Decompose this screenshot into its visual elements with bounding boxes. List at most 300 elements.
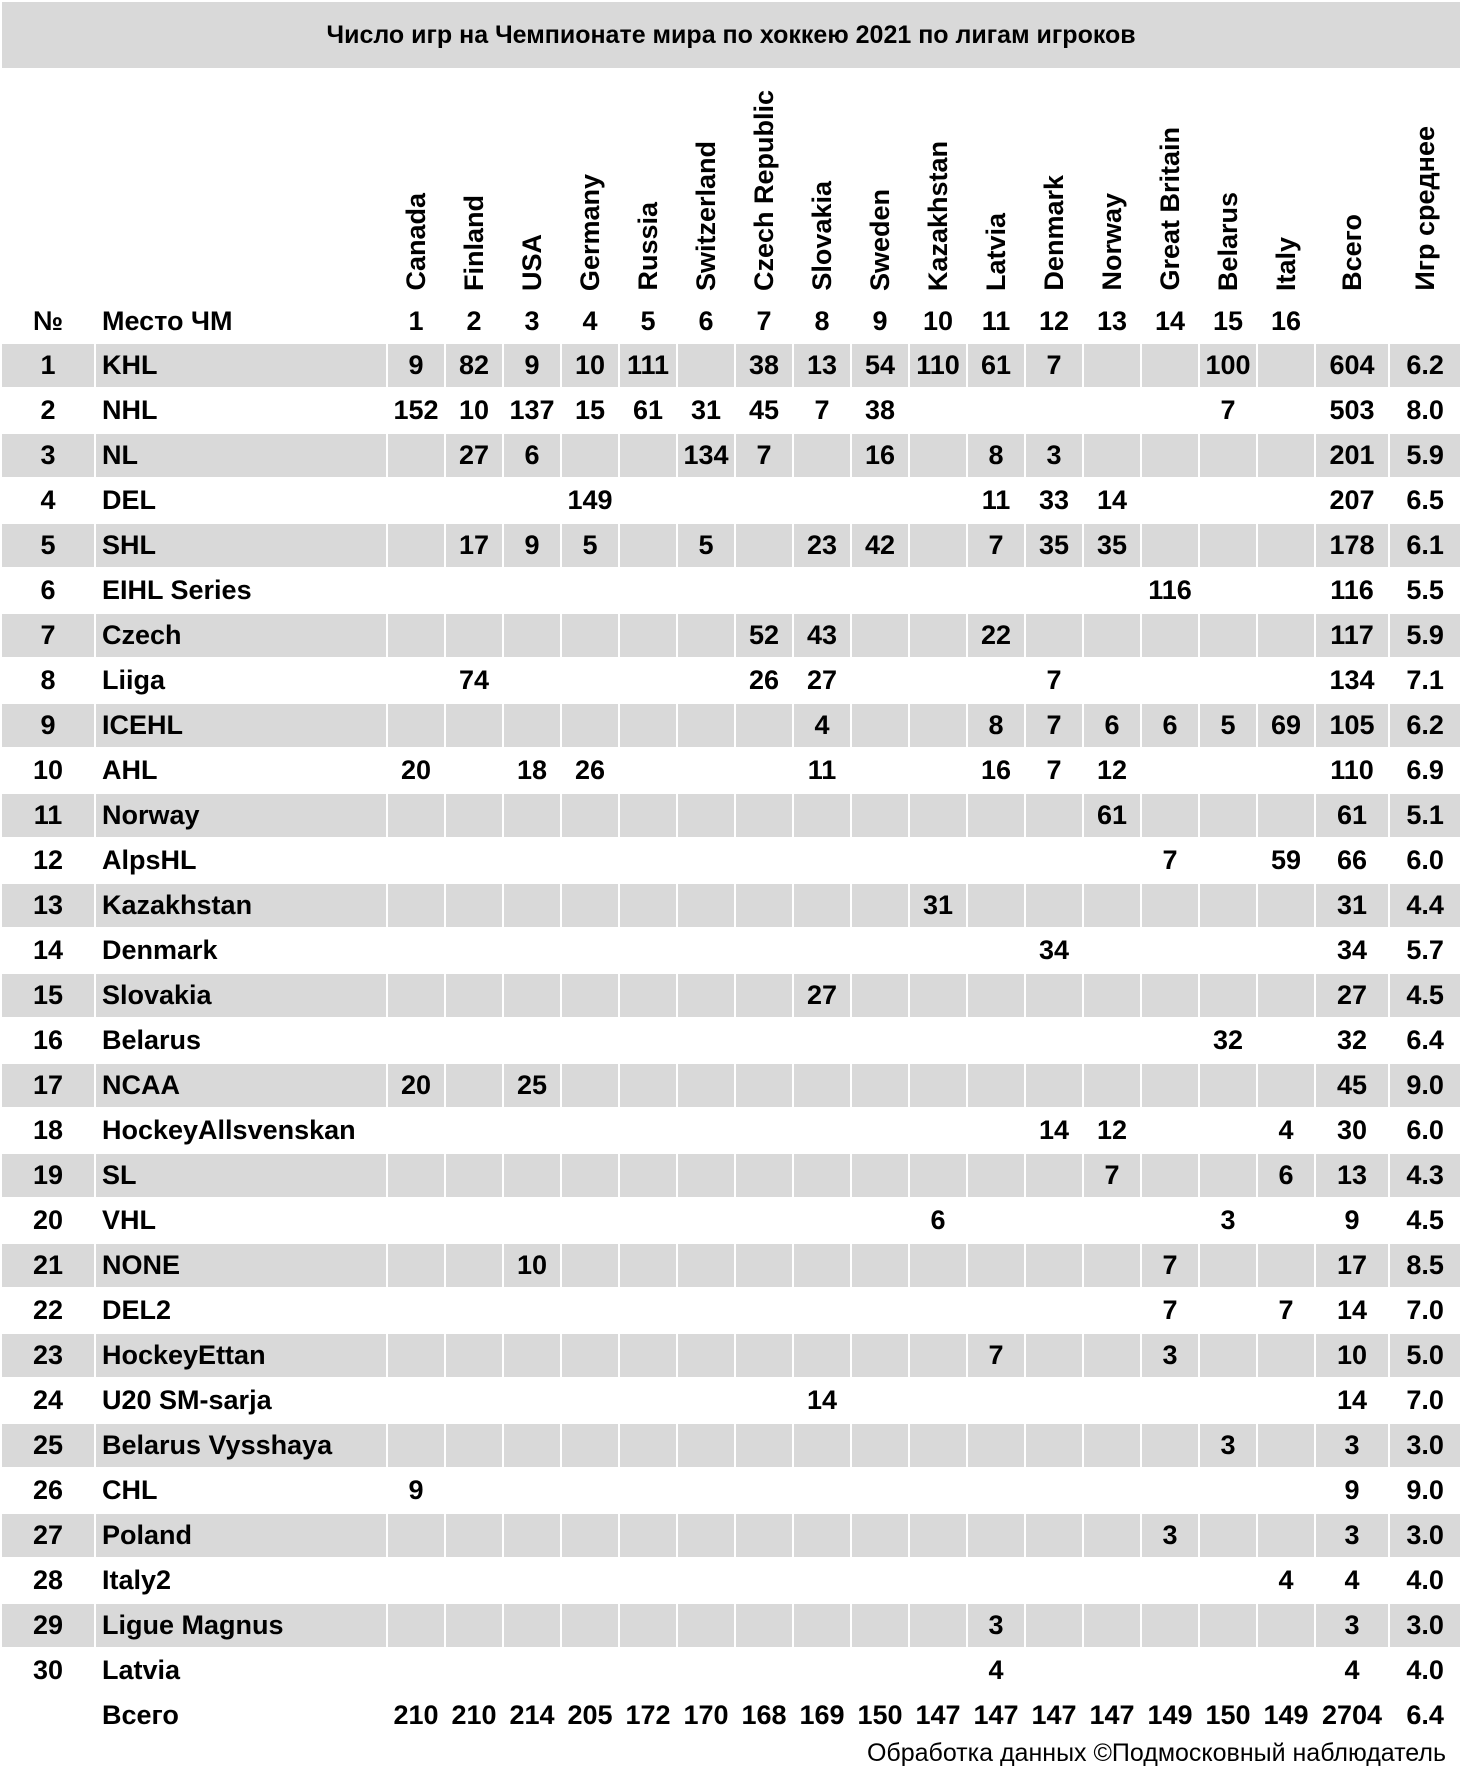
games-cell: 34	[1025, 928, 1083, 973]
games-cell	[1025, 1063, 1083, 1108]
games-cell	[1083, 838, 1141, 883]
games-cell	[851, 703, 909, 748]
league-name: HockeyAllsvenskan	[95, 1108, 387, 1153]
games-cell	[1141, 1153, 1199, 1198]
place-number: 5	[619, 299, 677, 343]
games-cell	[909, 928, 967, 973]
games-cell	[561, 658, 619, 703]
league-name: Czech	[95, 613, 387, 658]
row-total: 4	[1315, 1558, 1389, 1603]
games-cell	[735, 1423, 793, 1468]
games-cell	[619, 973, 677, 1018]
games-cell: 110	[909, 343, 967, 388]
games-cell	[445, 748, 503, 793]
games-cell	[561, 1468, 619, 1513]
games-cell	[561, 613, 619, 658]
games-cell	[503, 1108, 561, 1153]
games-cell	[967, 1378, 1025, 1423]
games-cell: 9	[503, 523, 561, 568]
row-total: 105	[1315, 703, 1389, 748]
no-header: №	[1, 299, 95, 343]
league-name: AHL	[95, 748, 387, 793]
league-name: Belarus	[95, 1018, 387, 1063]
games-cell	[1199, 973, 1257, 1018]
games-cell	[735, 703, 793, 748]
games-cell	[1025, 1198, 1083, 1243]
league-name: AlpsHL	[95, 838, 387, 883]
games-cell	[793, 1243, 851, 1288]
games-cell	[503, 1288, 561, 1333]
row-number: 13	[1, 883, 95, 928]
games-cell	[967, 1243, 1025, 1288]
games-cell	[851, 1198, 909, 1243]
country-header-label: Denmark	[1038, 175, 1069, 291]
games-cell: 12	[1083, 748, 1141, 793]
country-header-label: Sweden	[864, 188, 895, 291]
row-total: 604	[1315, 343, 1389, 388]
games-cell	[1257, 793, 1315, 838]
league-name: HockeyEttan	[95, 1333, 387, 1378]
games-cell	[445, 568, 503, 613]
games-cell	[387, 1648, 445, 1693]
games-cell	[735, 793, 793, 838]
games-cell	[387, 658, 445, 703]
games-cell: 7	[1025, 658, 1083, 703]
games-cell	[619, 1603, 677, 1648]
footer-credit: Обработка данных ©Подмосковный наблюдатель	[866, 1739, 1446, 1767]
row-average: 4.3	[1389, 1153, 1460, 1198]
games-cell	[387, 1513, 445, 1558]
games-cell	[909, 748, 967, 793]
games-cell	[1025, 1423, 1083, 1468]
row-number: 15	[1, 973, 95, 1018]
games-cell	[503, 1198, 561, 1243]
games-cell	[503, 973, 561, 1018]
games-cell	[1025, 1243, 1083, 1288]
games-cell	[1083, 1288, 1141, 1333]
header-blank-cell	[1389, 299, 1460, 343]
games-cell	[445, 703, 503, 748]
games-cell: 26	[561, 748, 619, 793]
games-cell: 10	[445, 388, 503, 433]
table-row	[1, 658, 1460, 703]
games-cell	[1141, 1108, 1199, 1153]
row-average: 5.0	[1389, 1333, 1460, 1378]
row-total: 14	[1315, 1288, 1389, 1333]
row-number: 5	[1, 523, 95, 568]
table-row	[1, 1153, 1460, 1198]
row-total: 116	[1315, 568, 1389, 613]
games-cell	[1199, 1063, 1257, 1108]
row-total: 201	[1315, 433, 1389, 478]
games-cell: 6	[909, 1198, 967, 1243]
games-cell	[1257, 523, 1315, 568]
games-cell	[677, 1558, 735, 1603]
row-total: 14	[1315, 1378, 1389, 1423]
league-name: Poland	[95, 1513, 387, 1558]
games-cell	[1199, 1468, 1257, 1513]
games-cell	[909, 1558, 967, 1603]
games-cell	[445, 1063, 503, 1108]
games-cell	[967, 1468, 1025, 1513]
games-cell	[967, 973, 1025, 1018]
header-blank-cell	[1315, 299, 1389, 343]
games-cell	[561, 1558, 619, 1603]
games-cell	[561, 433, 619, 478]
games-cell	[1083, 658, 1141, 703]
games-cell	[619, 433, 677, 478]
row-number: 4	[1, 478, 95, 523]
games-cell	[503, 1558, 561, 1603]
games-cell: 5	[677, 523, 735, 568]
league-name: ICEHL	[95, 703, 387, 748]
row-number: 6	[1, 568, 95, 613]
games-cell	[619, 1198, 677, 1243]
games-cell	[735, 1333, 793, 1378]
games-cell	[619, 1513, 677, 1558]
games-cell: 35	[1083, 523, 1141, 568]
country-header-row	[1, 69, 1460, 299]
games-cell: 20	[387, 748, 445, 793]
table-row	[1, 1603, 1460, 1648]
games-cell	[503, 1513, 561, 1558]
games-cell	[619, 1333, 677, 1378]
average-header	[1389, 69, 1460, 299]
games-cell	[735, 1063, 793, 1108]
games-cell	[561, 1243, 619, 1288]
place-number: 16	[1257, 299, 1315, 343]
games-cell	[909, 1423, 967, 1468]
games-cell	[445, 1378, 503, 1423]
games-cell	[387, 1603, 445, 1648]
games-cell	[909, 388, 967, 433]
games-cell	[909, 433, 967, 478]
games-cell	[387, 1333, 445, 1378]
table-row	[1, 1333, 1460, 1378]
row-average: 5.7	[1389, 928, 1460, 973]
games-cell	[503, 703, 561, 748]
games-cell: 9	[387, 343, 445, 388]
games-cell	[851, 658, 909, 703]
games-cell: 25	[503, 1063, 561, 1108]
country-header-label: Russia	[632, 202, 663, 291]
row-total: 34	[1315, 928, 1389, 973]
games-cell	[967, 1423, 1025, 1468]
games-cell: 38	[851, 388, 909, 433]
row-average: 8.0	[1389, 388, 1460, 433]
games-cell	[1257, 658, 1315, 703]
row-total: 503	[1315, 388, 1389, 433]
games-cell: 116	[1141, 568, 1199, 613]
games-cell: 61	[967, 343, 1025, 388]
country-header-label: Finland	[458, 195, 489, 291]
games-cell	[1257, 343, 1315, 388]
games-cell	[851, 748, 909, 793]
summary-row	[1, 1693, 1460, 1738]
games-cell	[1257, 388, 1315, 433]
summary-cell: 210	[445, 1693, 503, 1738]
games-cell	[851, 1153, 909, 1198]
games-cell	[1199, 793, 1257, 838]
games-cell: 12	[1083, 1108, 1141, 1153]
games-cell: 7	[1141, 838, 1199, 883]
games-cell	[387, 703, 445, 748]
games-cell	[677, 1378, 735, 1423]
games-cell	[909, 1648, 967, 1693]
games-cell	[851, 928, 909, 973]
games-cell	[1199, 568, 1257, 613]
place-number: 11	[967, 299, 1025, 343]
games-cell: 74	[445, 658, 503, 703]
league-name: KHL	[95, 343, 387, 388]
row-number: 20	[1, 1198, 95, 1243]
games-cell	[735, 1243, 793, 1288]
table-row	[1, 1108, 1460, 1153]
games-cell	[619, 1153, 677, 1198]
games-cell	[967, 1288, 1025, 1333]
games-cell	[851, 1558, 909, 1603]
games-cell	[619, 793, 677, 838]
games-cell	[677, 1333, 735, 1378]
games-cell: 31	[909, 883, 967, 928]
games-cell: 6	[1083, 703, 1141, 748]
games-cell	[1083, 1198, 1141, 1243]
place-number: 6	[677, 299, 735, 343]
games-cell: 6	[1141, 703, 1199, 748]
place-number: 1	[387, 299, 445, 343]
games-cell	[445, 1603, 503, 1648]
games-cell	[677, 658, 735, 703]
table-row	[1, 478, 1460, 523]
games-cell	[445, 1513, 503, 1558]
games-cell	[793, 1423, 851, 1468]
games-cell	[909, 1153, 967, 1198]
games-cell	[677, 1198, 735, 1243]
games-cell	[793, 1468, 851, 1513]
row-number: 1	[1, 343, 95, 388]
games-cell	[967, 1198, 1025, 1243]
games-cell	[1141, 928, 1199, 973]
games-cell: 38	[735, 343, 793, 388]
table-row	[1, 1648, 1460, 1693]
games-cell	[387, 1288, 445, 1333]
row-number: 2	[1, 388, 95, 433]
row-number: 12	[1, 838, 95, 883]
games-cell	[1025, 1648, 1083, 1693]
games-cell	[387, 973, 445, 1018]
games-cell	[1141, 1063, 1199, 1108]
games-cell	[967, 1513, 1025, 1558]
games-cell: 4	[1257, 1558, 1315, 1603]
summary-cell: 147	[909, 1693, 967, 1738]
country-header-label: Kazakhstan	[922, 140, 953, 291]
summary-cell: 150	[851, 1693, 909, 1738]
games-cell	[909, 478, 967, 523]
games-cell	[735, 1513, 793, 1558]
games-cell	[1083, 928, 1141, 973]
table-row	[1, 1378, 1460, 1423]
games-cell: 7	[1199, 388, 1257, 433]
table-row	[1, 388, 1460, 433]
place-number: 7	[735, 299, 793, 343]
average-header-label: Игр среднее	[1409, 126, 1440, 291]
summary-cell: 147	[1025, 1693, 1083, 1738]
games-cell: 14	[1083, 478, 1141, 523]
games-cell: 31	[677, 388, 735, 433]
games-cell: 100	[1199, 343, 1257, 388]
games-cell	[677, 793, 735, 838]
games-cell	[851, 1513, 909, 1558]
row-total: 3	[1315, 1423, 1389, 1468]
games-cell	[851, 973, 909, 1018]
table-row	[1, 343, 1460, 388]
summary-cell: 150	[1199, 1693, 1257, 1738]
games-cell	[1257, 1423, 1315, 1468]
games-cell	[387, 478, 445, 523]
games-cell	[1025, 838, 1083, 883]
games-cell	[561, 1063, 619, 1108]
games-cell	[967, 1108, 1025, 1153]
games-cell	[387, 1018, 445, 1063]
games-cell: 3	[1141, 1513, 1199, 1558]
games-cell: 7	[1025, 343, 1083, 388]
games-cell	[445, 1018, 503, 1063]
games-cell	[909, 658, 967, 703]
games-cell	[1257, 1603, 1315, 1648]
games-cell	[735, 568, 793, 613]
row-number: 10	[1, 748, 95, 793]
games-cell	[735, 1108, 793, 1153]
league-name: Denmark	[95, 928, 387, 973]
games-cell	[1025, 1378, 1083, 1423]
games-cell	[793, 1063, 851, 1108]
games-cell	[909, 703, 967, 748]
games-cell	[619, 748, 677, 793]
games-cell	[619, 838, 677, 883]
row-average: 6.0	[1389, 1108, 1460, 1153]
games-cell	[561, 1333, 619, 1378]
country-header	[851, 69, 909, 299]
games-cell	[851, 838, 909, 883]
games-cell	[1257, 568, 1315, 613]
games-cell	[909, 1108, 967, 1153]
games-cell	[735, 748, 793, 793]
games-cell	[1199, 1648, 1257, 1693]
table-row	[1, 523, 1460, 568]
league-name: NHL	[95, 388, 387, 433]
games-cell: 10	[561, 343, 619, 388]
games-cell	[735, 1378, 793, 1423]
games-cell	[793, 838, 851, 883]
games-cell	[1141, 793, 1199, 838]
games-cell	[561, 1648, 619, 1693]
games-cell	[1141, 388, 1199, 433]
games-cell	[1257, 883, 1315, 928]
country-header	[1141, 69, 1199, 299]
games-cell	[967, 838, 1025, 883]
games-cell	[677, 1243, 735, 1288]
league-name: SHL	[95, 523, 387, 568]
games-cell	[735, 523, 793, 568]
games-cell	[909, 1333, 967, 1378]
games-cell: 8	[967, 703, 1025, 748]
games-cell	[1083, 568, 1141, 613]
games-cell	[735, 1153, 793, 1198]
games-cell	[619, 658, 677, 703]
games-cell	[561, 1378, 619, 1423]
row-number: 18	[1, 1108, 95, 1153]
games-cell	[677, 1468, 735, 1513]
games-cell	[387, 523, 445, 568]
games-cell	[561, 703, 619, 748]
games-cell	[387, 793, 445, 838]
games-cell	[619, 568, 677, 613]
total-header	[1315, 69, 1389, 299]
games-cell	[967, 1063, 1025, 1108]
games-cell	[909, 1468, 967, 1513]
games-cell	[909, 838, 967, 883]
games-cell	[387, 1153, 445, 1198]
games-cell	[1199, 433, 1257, 478]
games-cell: 134	[677, 433, 735, 478]
row-number: 27	[1, 1513, 95, 1558]
row-average: 3.0	[1389, 1513, 1460, 1558]
row-number: 29	[1, 1603, 95, 1648]
games-cell	[619, 1423, 677, 1468]
row-average: 5.5	[1389, 568, 1460, 613]
country-header	[619, 69, 677, 299]
table-row	[1, 613, 1460, 658]
games-cell	[851, 1243, 909, 1288]
games-cell	[1199, 1603, 1257, 1648]
games-cell: 7	[967, 523, 1025, 568]
games-cell	[909, 973, 967, 1018]
games-cell: 61	[1083, 793, 1141, 838]
games-cell: 149	[561, 478, 619, 523]
games-cell	[677, 1288, 735, 1333]
games-cell	[793, 1018, 851, 1063]
games-cell	[1199, 658, 1257, 703]
games-cell	[445, 1423, 503, 1468]
games-cell: 52	[735, 613, 793, 658]
games-cell	[1199, 1153, 1257, 1198]
row-total: 10	[1315, 1333, 1389, 1378]
games-cell	[1025, 1333, 1083, 1378]
games-cell	[561, 973, 619, 1018]
summary-cell: 172	[619, 1693, 677, 1738]
games-cell	[387, 1198, 445, 1243]
games-cell: 10	[503, 1243, 561, 1288]
games-cell	[909, 1513, 967, 1558]
games-cell	[677, 613, 735, 658]
table-row	[1, 1423, 1460, 1468]
games-cell	[619, 1468, 677, 1513]
league-name: DEL	[95, 478, 387, 523]
games-cell	[1257, 613, 1315, 658]
games-cell: 152	[387, 388, 445, 433]
games-cell	[1199, 478, 1257, 523]
games-cell	[1199, 928, 1257, 973]
games-cell: 32	[1199, 1018, 1257, 1063]
summary-cell: 170	[677, 1693, 735, 1738]
games-cell	[503, 658, 561, 703]
country-header	[967, 69, 1025, 299]
games-cell: 26	[735, 658, 793, 703]
games-cell	[851, 1018, 909, 1063]
games-cell	[1199, 748, 1257, 793]
games-cell	[1083, 1468, 1141, 1513]
row-number: 9	[1, 703, 95, 748]
